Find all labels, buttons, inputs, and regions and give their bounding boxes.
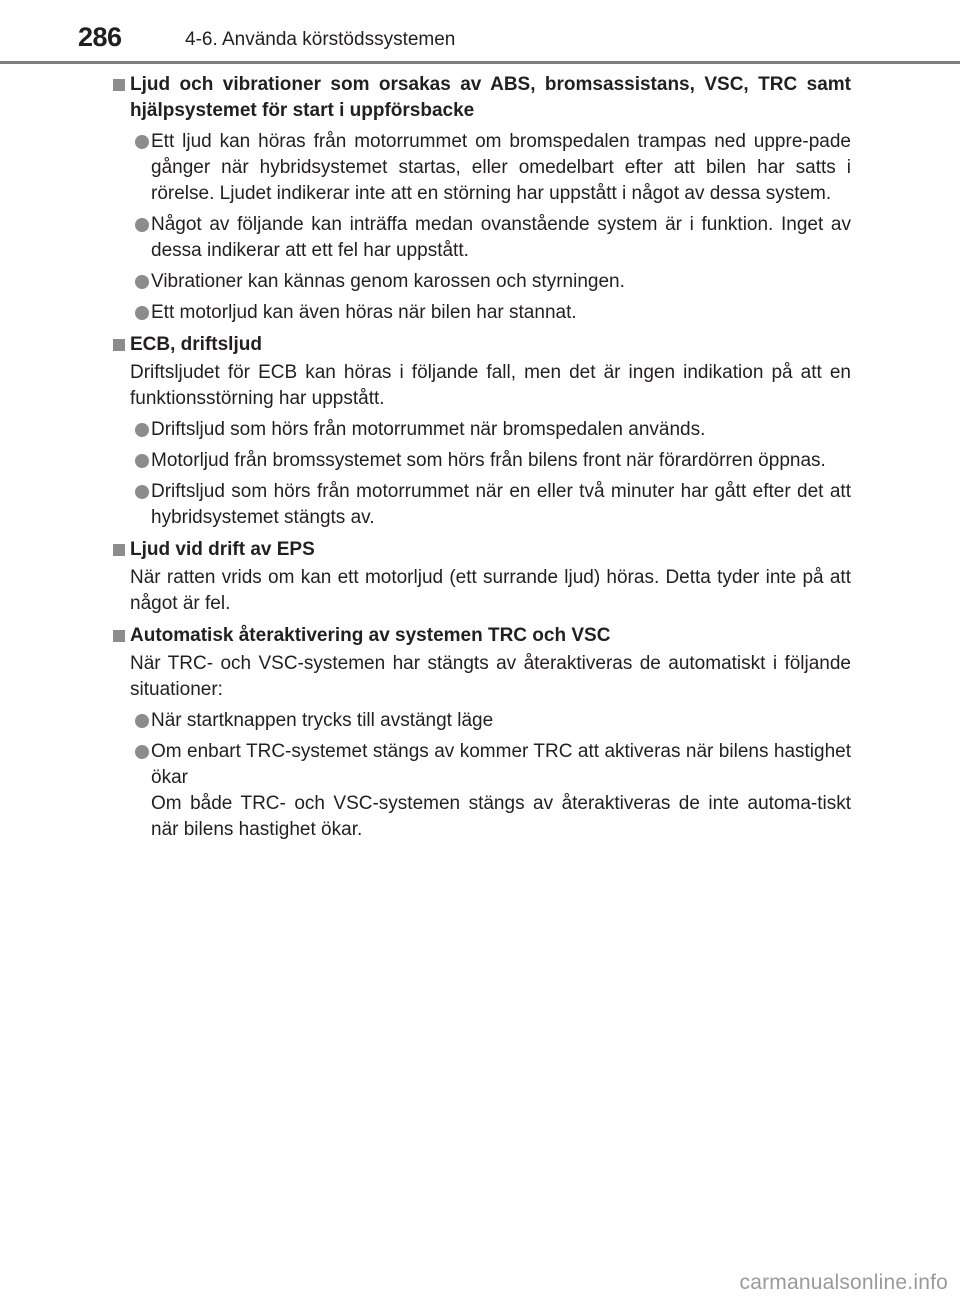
square-bullet-icon bbox=[113, 630, 125, 642]
list-item: Om enbart TRC-systemet stängs av kommer TRC att aktiveras när bilens hastighet ökar Om både TRC- och VSC-systemen stängs av återaktiveras de inte automa-tiskt när bilens hastighet ökar. bbox=[111, 739, 851, 843]
section-heading: Ljud vid drift av EPS bbox=[111, 537, 851, 563]
list-item: När startknappen trycks till avstängt läge bbox=[111, 708, 851, 734]
round-bullet-icon bbox=[135, 218, 149, 232]
round-bullet-icon bbox=[135, 714, 149, 728]
round-bullet-icon bbox=[135, 485, 149, 499]
list-item: Ett ljud kan höras från motorrummet om bromspedalen trampas ned uppre-pade gånger när hybridsystemet startas, eller omedelbart efter att bilen har satts i rörelse. Ljudet indikerar inte att en störning har uppstått i något av dessa system. bbox=[111, 129, 851, 207]
square-bullet-icon bbox=[113, 339, 125, 351]
section-heading: Automatisk återaktivering av systemen TRC och VSC bbox=[111, 623, 851, 649]
round-bullet-icon bbox=[135, 454, 149, 468]
section-text: Driftsljudet för ECB kan höras i följande fall, men det är ingen indikation på att en funktionsstörning har uppstått. bbox=[130, 362, 851, 409]
list-item: Något av följande kan inträffa medan ovanstående system är i funktion. Inget av dessa indikerar att ett fel har uppstått. bbox=[111, 212, 851, 264]
page-header bbox=[0, 0, 960, 60]
watermark-logo: carmanualsonline.info bbox=[739, 1271, 948, 1294]
section-abs-noise bbox=[111, 72, 851, 326]
section-heading: ECB, driftsljud bbox=[111, 332, 851, 358]
section-title: 4-6. Använda körstödssystemen bbox=[185, 29, 456, 50]
round-bullet-icon bbox=[135, 306, 149, 320]
section-heading: Ljud och vibrationer som orsakas av ABS, bromsassistans, VSC, TRC samt hjälpsystemet för start i uppförsbacke bbox=[111, 72, 851, 124]
list-item: Motorljud från bromssystemet som hörs från bilens front när förardörren öppnas. bbox=[111, 448, 851, 474]
round-bullet-icon bbox=[135, 423, 149, 437]
square-bullet-icon bbox=[113, 79, 125, 91]
round-bullet-icon bbox=[135, 135, 149, 149]
round-bullet-icon bbox=[135, 745, 149, 759]
section-text: När ratten vrids om kan ett motorljud (ett surrande ljud) höras. Detta tyder inte på att något är fel. bbox=[130, 567, 851, 614]
section-auto-reactivation bbox=[111, 623, 851, 843]
page-content bbox=[111, 72, 851, 849]
round-bullet-icon bbox=[135, 275, 149, 289]
section-ecb-noise bbox=[111, 332, 851, 531]
list-item: Driftsljud som hörs från motorrummet när en eller två minuter har gått efter det att hybridsystemet stängts av. bbox=[111, 479, 851, 531]
square-bullet-icon bbox=[113, 544, 125, 556]
section-eps-noise bbox=[111, 537, 851, 617]
header-divider bbox=[0, 61, 960, 64]
page-number: 286 bbox=[78, 22, 122, 52]
section-text: När TRC- och VSC-systemen har stängts av återaktiveras de automatiskt i följande situationer: bbox=[130, 653, 851, 700]
list-item: Ett motorljud kan även höras när bilen har stannat. bbox=[111, 300, 851, 326]
list-item: Vibrationer kan kännas genom karossen och styrningen. bbox=[111, 269, 851, 295]
list-item: Driftsljud som hörs från motorrummet när bromspedalen används. bbox=[111, 417, 851, 443]
